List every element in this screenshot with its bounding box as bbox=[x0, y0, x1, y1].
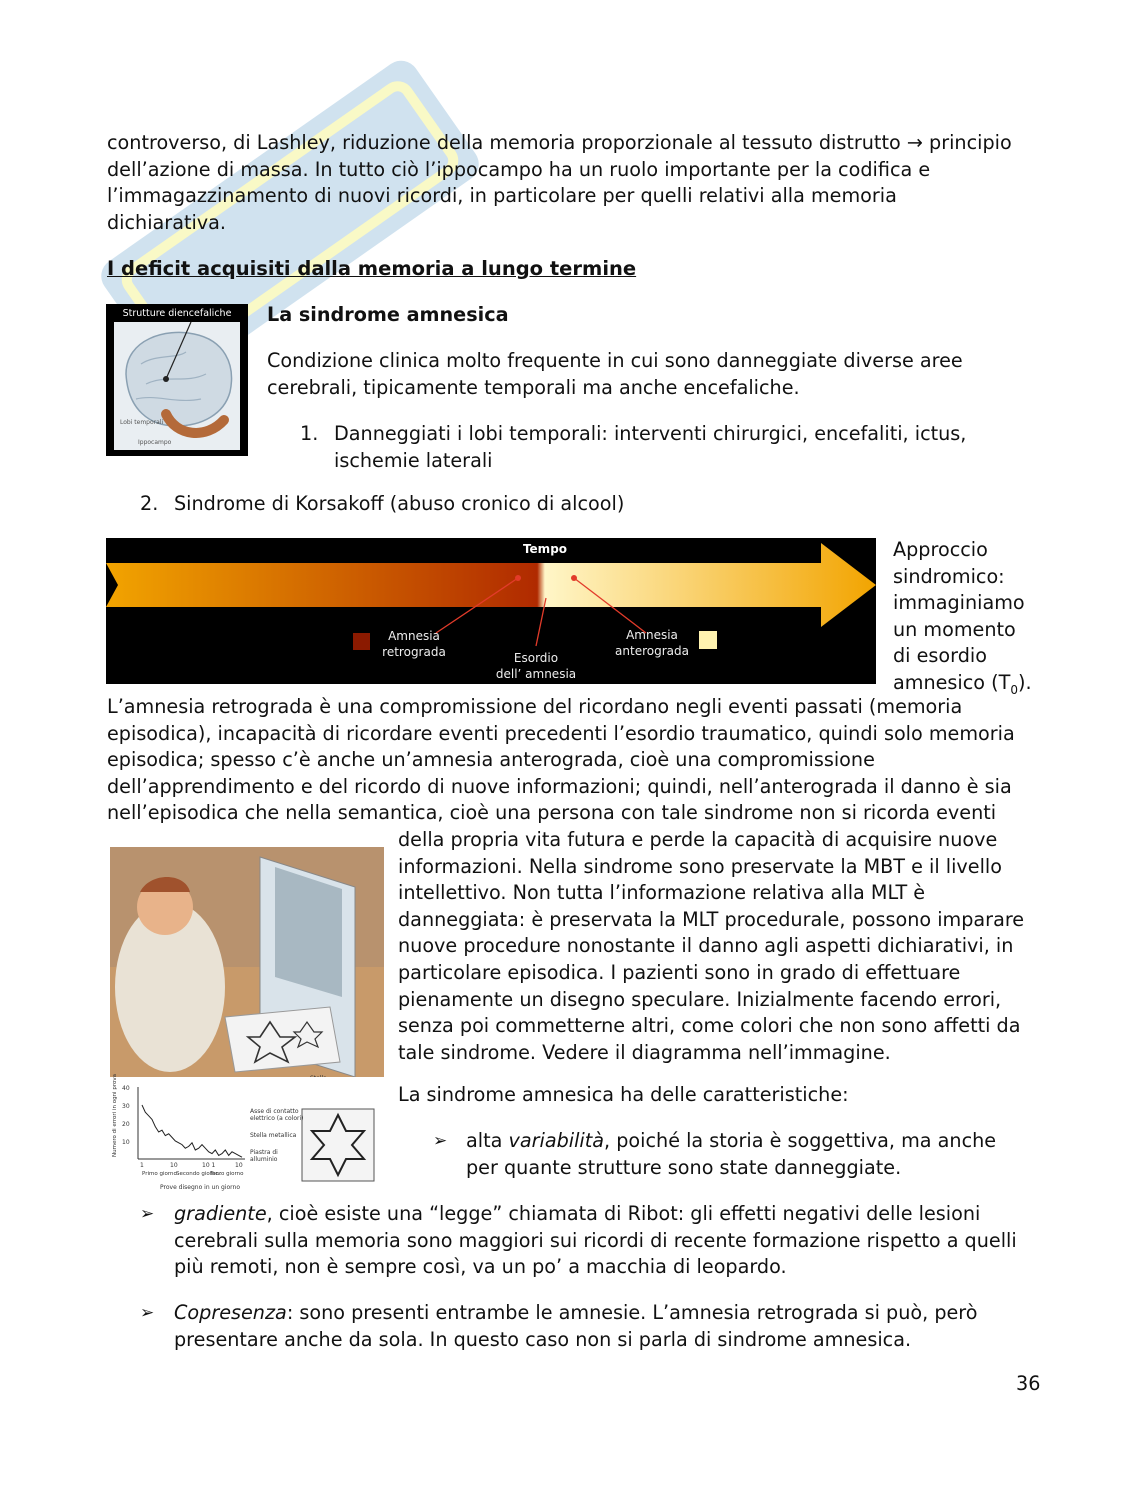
svg-text:dell’ amnesia: dell’ amnesia bbox=[495, 667, 577, 681]
bullet-arrow-icon: ➢ bbox=[433, 1131, 448, 1151]
graph-xlabel: Prove disegno in un giorno bbox=[160, 1184, 241, 1191]
svg-text:anterograda: anterograda bbox=[615, 644, 689, 658]
onset-label: Esordio bbox=[513, 651, 559, 665]
intro-paragraph: controverso, di Lashley, riduzione della memoria proporzionale al tessuto distrutto → principio dell’azione di massa. In tutto ciò l’ippocampo ha un ruolo importante per la codifica e l’immagazzinamento di nuovi ricordi, in particolare per quelli relativi alla memoria dichiarativa. bbox=[107, 130, 1047, 236]
text-line: l’immagazzinamento di nuovi ricordi, in particolare per quelli relativi alla memoria bbox=[107, 184, 897, 208]
list-number: 1. bbox=[300, 422, 319, 445]
list-item: Sindrome di Korsakoff (abuso cronico di alcool) bbox=[174, 492, 625, 515]
x-tick: 10 1 bbox=[202, 1162, 216, 1169]
timeline-figure bbox=[106, 538, 876, 684]
subsection-title: La sindrome amnesica bbox=[267, 303, 509, 326]
features-intro: La sindrome amnesica ha delle caratteristiche: bbox=[398, 1083, 849, 1106]
y-tick: 30 bbox=[122, 1103, 130, 1110]
retro-label: Amnesia bbox=[388, 629, 440, 643]
arrow-right-icon: → bbox=[906, 131, 923, 154]
x-tick: 1 bbox=[140, 1162, 144, 1169]
list-item: Danneggiati i lobi temporali: interventi chirurgici, encefaliti, ictus, ischemie laterali bbox=[334, 422, 967, 472]
brain-figure bbox=[106, 304, 248, 456]
legend-star: Stella metallica bbox=[250, 1132, 297, 1139]
retrograde-paragraph: L’amnesia retrograda è una compromissione del ricordano negli eventi passati (memoria episodica), incapacità di ricordare eventi precedenti l’esordio traumatico, quindi solo memoria episodica; spesso c’è anche un’amnesia anterograda, cioè una compromissione dell’apprendimento e del ricordo di nuove informazioni; quindi, nell’anterograda il danno è sia nell’episodica che nella semantica, cioè una persona con tale sindrome non si ricorda eventi bbox=[107, 695, 1015, 825]
lobes-label: Lobi temporali bbox=[120, 419, 164, 426]
svg-text:retrograda: retrograda bbox=[382, 645, 446, 659]
bullet-arrow-icon: ➢ bbox=[140, 1303, 155, 1323]
y-tick: 10 bbox=[122, 1139, 130, 1146]
mirror-drawing-figure bbox=[110, 847, 384, 1197]
text-line: Condizione clinica molto frequente in cui sono danneggiate diverse aree bbox=[267, 349, 963, 372]
procedural-paragraph: della propria vita futura e perde la capacità di acquisire nuove informazioni. Nella sindrome sono preservate la MBT e il livello intellettivo. Non tutta l’informazione relativa alla MLT è danneggiata: è preservata la MLT procedurale, possono imparare nuove procedure nonostante il danno agli aspetti dichiarativi, in particolare episodica. I pazienti sono in grado di effettuare pienamente un disegno speculare. Inizialmente facendo errori, senza poi commetterne altri, come colori che non sono affetti da tale sindrome. Vedere il diagramma nell’immagine. bbox=[398, 828, 1025, 1064]
timeline-title: Tempo bbox=[522, 542, 568, 556]
text-line: controverso, di Lashley, riduzione della memoria proporzionale al tessuto distrutto bbox=[107, 131, 901, 154]
x-tick: 10 bbox=[170, 1162, 178, 1169]
antero-label: Amnesia bbox=[626, 628, 678, 642]
day-label: Terzo giorno bbox=[210, 1171, 244, 1177]
feature-bullet: gradiente, cioè esiste una “legge” chiamata di Ribot: gli effetti negativi delle lesioni cerebrali sulla memoria sono maggiori sui ricordi di recente formazione rispetto a quelli più remoti, non è sempre così, va un po’ a macchia di leopardo. bbox=[174, 1202, 1017, 1279]
graph-ylabel: Numero di errori in ogni prova bbox=[112, 1074, 118, 1157]
text-line: dichiarativa. bbox=[107, 210, 227, 234]
day-label: Secondo giorno bbox=[176, 1171, 219, 1177]
list-number: 2. bbox=[140, 492, 159, 515]
bullet-arrow-icon: ➢ bbox=[140, 1204, 155, 1224]
svg-text:elettrico (a colori): elettrico (a colori) bbox=[250, 1115, 304, 1122]
legend-plate: Piastra di bbox=[250, 1149, 278, 1156]
brain-caption: Strutture diencefaliche bbox=[122, 308, 232, 319]
hippocampus-label: Ippocampo bbox=[138, 439, 172, 446]
feature-bullet: Copresenza: sono presenti entrambe le amnesie. L’amnesia retrograda si può, però presentare anche da sola. In questo caso non si parla di sindrome amnesica. bbox=[174, 1301, 978, 1351]
feature-bullet: alta variabilità, poiché la storia è soggettiva, ma anche per quante strutture sono state danneggiate. bbox=[466, 1129, 997, 1179]
page-number: 36 bbox=[1016, 1372, 1041, 1395]
legend-contact: Asse di contatto bbox=[250, 1108, 299, 1115]
intro-text bbox=[267, 348, 1047, 401]
text-line: cerebrali, tipicamente temporali ma anche encefaliche. bbox=[267, 375, 800, 399]
svg-text:alluminio: alluminio bbox=[250, 1156, 278, 1163]
section-heading: I deficit acquisiti dalla memoria a lungo termine bbox=[107, 257, 637, 280]
y-tick: 20 bbox=[122, 1121, 130, 1128]
side-text: Approccio sindromico: immaginiamo un momento di esordio amnesico $(T_0)$. bbox=[893, 538, 1032, 697]
x-tick: 10 bbox=[235, 1162, 243, 1169]
text-line: dell’azione di massa. In tutto ciò l’ippocampo ha un ruolo importante per la codifica e bbox=[107, 157, 931, 181]
day-label: Primo giorno bbox=[142, 1171, 177, 1177]
y-tick: 40 bbox=[122, 1085, 130, 1092]
